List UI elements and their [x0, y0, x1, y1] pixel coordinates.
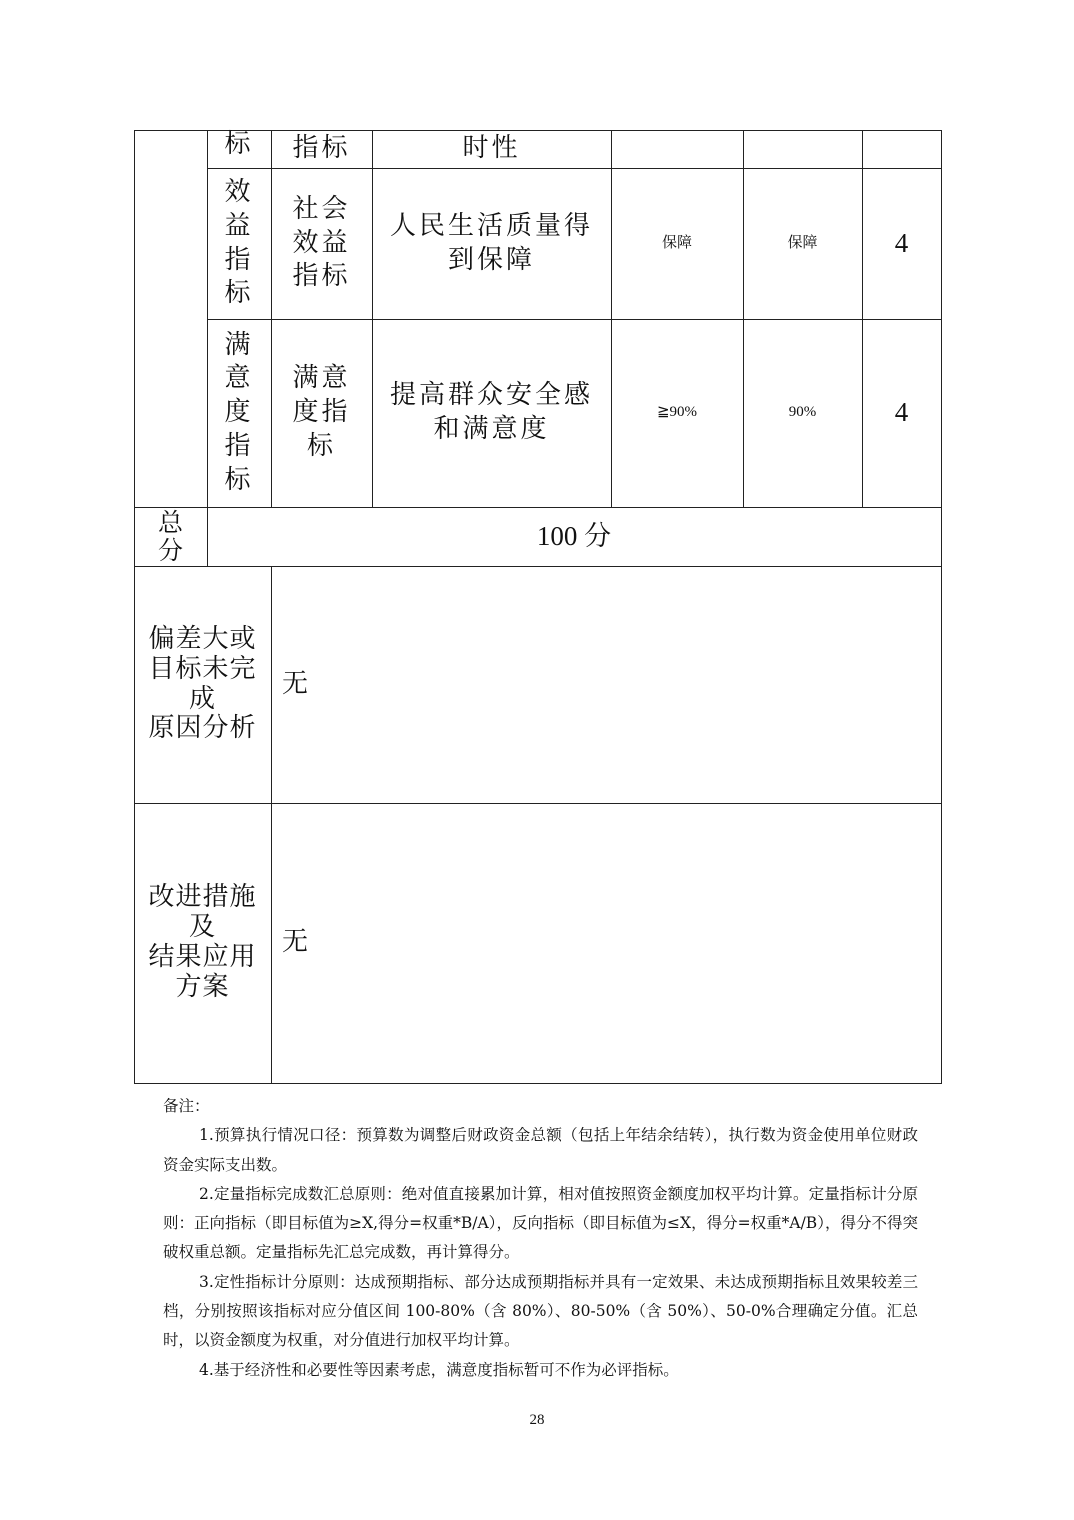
- total-value-cell: 100 分: [536, 520, 612, 551]
- improvement-label-cell: 改进措施 及 结果应用 方案: [148, 882, 257, 1002]
- social-benefit-target-cell: 保障: [661, 234, 692, 251]
- page-number: 28: [529, 1412, 545, 1428]
- social-benefit-indicator-cell: 人民生活质量得 到保障: [389, 210, 593, 275]
- note-item-3: 3.定性指标计分原则：达成预期指标、部分达成预期指标并具有一定效果、未达成预期指标且效果较差三档，分别按照该指标对应分值区间 100-80%（含 80%）、80-50%（含 50%）、50-0%合理确定分值。汇总时，以资金额度为权重，对分值进行加权平均计算。: [163, 1272, 918, 1350]
- note-item-2: 2.定量指标完成数汇总原则：绝对值直接累加计算，相对值按照资金额度加权平均计算。定量指标计分原则：正向指标（即目标值为≥X,得分=权重*B/A），反向指标（即目标值为≤X，得分=权重*A/B），得分不得突破权重总额。定量指标先汇总完成数，再计算得分。: [163, 1184, 918, 1262]
- social-benefit-level3-cell: 社会 效益 指标: [292, 193, 351, 292]
- improvement-value-cell: 无: [282, 927, 312, 958]
- notes-title: 备注：: [163, 1097, 210, 1115]
- total-label-cell: 总 分: [157, 508, 183, 565]
- satisfaction-actual-cell: 90%: [788, 404, 817, 421]
- notes-section: [163, 1092, 918, 1385]
- note-item-1: 1.预算执行情况口径：预算数为调整后财政资金总额（包括上年结余结转），执行数为资金使用单位财政资金实际支出数。: [163, 1126, 918, 1174]
- grid-line: [941, 130, 942, 1084]
- deviation-value-cell: 无: [282, 668, 312, 699]
- note-item-4: 4.基于经济性和必要性等因素考虑，满意度指标暂可不作为必评指标。: [199, 1360, 679, 1379]
- partial-row-level2-cell: 标: [224, 129, 254, 160]
- partial-row-level3-cell: 指标: [292, 133, 351, 164]
- partial-row-indicator-cell: 时性: [462, 133, 521, 164]
- satisfaction-indicator-cell: 提高群众安全感 和满意度: [389, 380, 593, 444]
- grid-line: [271, 566, 272, 1084]
- satisfaction-level3-cell: 满意 度指 标: [292, 363, 351, 461]
- social-benefit-score-cell: 4: [894, 227, 909, 258]
- satisfaction-score-cell: 4: [894, 397, 909, 428]
- deviation-label-cell: 偏差大或 目标未完 成 原因分析: [148, 623, 257, 744]
- satisfaction-level2-cell: 满 意 度 指 标: [224, 329, 254, 495]
- satisfaction-target-cell: ≧90%: [656, 404, 698, 421]
- social-benefit-level2-cell: 效 益 指 标: [224, 176, 254, 309]
- grid-line: [134, 1083, 942, 1084]
- social-benefit-actual-cell: 保障: [787, 234, 818, 251]
